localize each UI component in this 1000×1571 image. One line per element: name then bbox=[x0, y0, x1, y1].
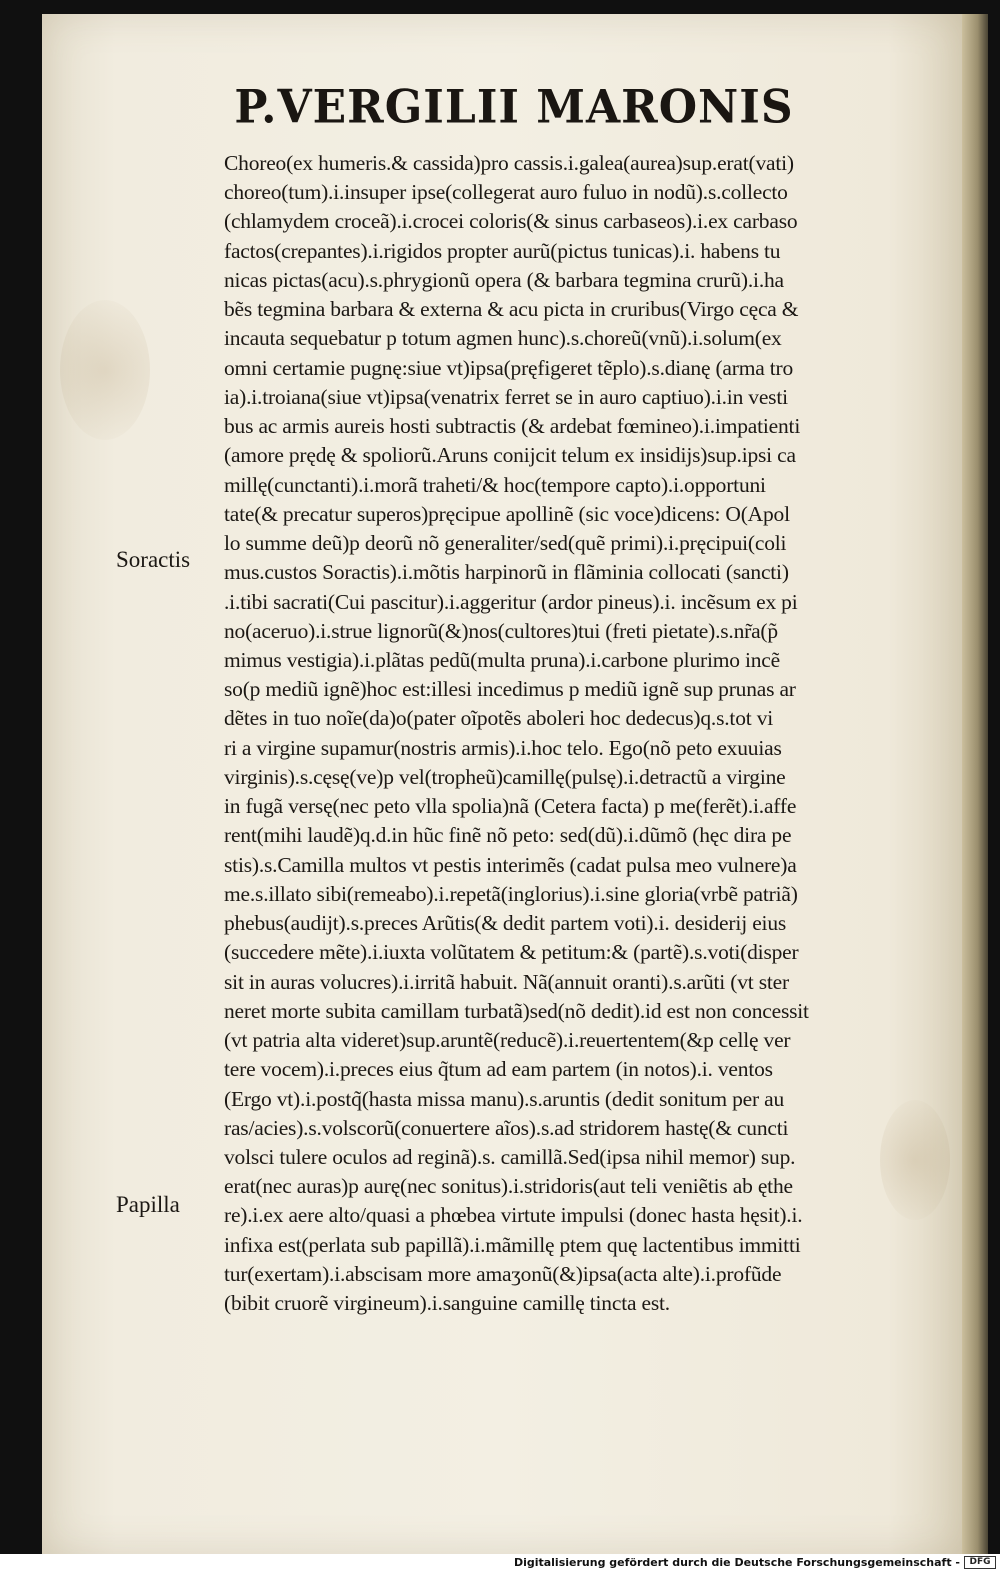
text-line: re).i.ex aere alto/quasi a phœbea virtute impulsi (donec hasta hęsit).i. bbox=[224, 1203, 803, 1228]
text-line: (amore prędę & spoliorũ.Aruns conĳcit telum ex insidĳs)sup.ipsi ca bbox=[224, 443, 796, 468]
text-line: phebus(audĳt).s.preces Arũtis(& dedit partem voti).i. desiderĳ eius bbox=[224, 911, 787, 936]
text-line: bus ac armis aureis hosti subtractis (& ardebat fœmineo).i.impatienti bbox=[224, 414, 801, 439]
text-line: volsci tulere oculos ad reginã).s. camillã.Sed(ipsa nihil memor) sup. bbox=[224, 1144, 796, 1169]
text-line: lo summe deũ)p deorũ nõ generaliter/sed(quẽ primi).i.pręcipui(coli bbox=[224, 531, 787, 556]
margin-note-papilla: Papilla bbox=[116, 1192, 180, 1217]
text-line: (bibit cruorẽ virgineum).i.sanguine camillę tincta est. bbox=[224, 1291, 670, 1316]
funding-notice: Digitalisierung gefördert durch die Deutsche Forschungsgemeinschaft - bbox=[513, 1556, 960, 1569]
text-line: nicas pictas(acu).s.phrygionũ opera (& barbara tegmina crurũ).i.ha bbox=[224, 267, 784, 292]
text-line: rent(mihi laudẽ)q.d.in hũc finẽ nõ peto: sed(dũ).i.dũmõ (hęc dira pe bbox=[224, 823, 792, 848]
text-line: me.s.illato sibi(remeabo).i.repetã(inglorius).i.sine gloria(vrbẽ patriã) bbox=[224, 881, 798, 906]
text-line: millę(cunctanti).i.morã traheti/& hoc(tempore capto).i.opportuni bbox=[224, 472, 766, 497]
text-line: dẽtes in tuo noĩe(da)o(pater oĩpotẽs aboleri hoc dedecus)q.s.tot vi bbox=[224, 706, 774, 731]
paper-stain bbox=[60, 300, 150, 440]
text-line: mus.custos Soractis).i.mõtis harpinorũ in flãminia collocati (sancti) bbox=[224, 560, 789, 585]
text-line: in fugã versę(nec peto vlla spolia)nã (Cetera facta) p me(ferẽt).i.affe bbox=[224, 794, 797, 819]
dfg-logo: DFG bbox=[964, 1556, 996, 1569]
page-title: P.VERGILII MARONIS bbox=[234, 80, 794, 135]
text-line: choreo(tum).i.insuper ipse(collegerat auro fuluo in nodũ).s.collecto bbox=[224, 180, 788, 205]
text-line: so(p mediũ ignẽ)hoc est:illesi incedimus p mediũ ignẽ sup prunas ar bbox=[224, 677, 796, 702]
margin-note-soractis: Soractis bbox=[116, 547, 191, 572]
text-line: infixa est(perlata sub papillã).i.mãmillę ptem quę lactentibus immitti bbox=[224, 1232, 801, 1257]
text-line: ras/acies).s.volscorũ(conuertere aĩos).s.ad stridorem hastę(& cuncti bbox=[224, 1115, 789, 1140]
text-line: (Ergo vt).i.postq̃(hasta missa manu).s.aruntis (dedit sonitum per au bbox=[224, 1086, 785, 1111]
text-line: .i.tibi sacrati(Cui pascitur).i.aggeritur (ardor pineus).i. incẽsum ex pi bbox=[224, 589, 798, 614]
text-line: tate(& precatur superos)pręcipue apollinẽ (sic voce)dicens: O(Apol bbox=[224, 501, 790, 526]
commentary-text bbox=[224, 149, 952, 1318]
text-line: bẽs tegmina barbara & externa & acu picta in cruribus(Virgo cęca & bbox=[224, 297, 799, 322]
text-line: incauta sequebatur p totum agmen hunc).s.choreũ(vnũ).i.solum(ex bbox=[224, 326, 782, 351]
text-line: virginis).s.cęsę(ve)p vel(tropheũ)camillę(pulsę).i.detractũ a virgine bbox=[224, 764, 786, 789]
text-line: ia).i.troiana(siue vt)ipsa(venatrix ferret se in auro captiuo).i.in vesti bbox=[224, 384, 788, 409]
text-line: sit in auras volucres).i.irritã habuit. Nã(annuit oranti).s.arũti (vt ster bbox=[224, 969, 789, 994]
running-header bbox=[0, 82, 1000, 133]
text-line: mimus vestigia).i.plãtas pedũ(multa pruna).i.carbone plurimo incẽ bbox=[224, 647, 780, 672]
page-edge bbox=[962, 14, 988, 1554]
text-line: tur(exertam).i.abscisam more amaʒonũ(&)ipsa(acta alte).i.profũde bbox=[224, 1261, 782, 1286]
text-line: (chlamydem croceã).i.crocei coloris(& sinus carbaseos).i.ex carbaso bbox=[224, 209, 798, 234]
text-line: tere vocem).i.preces eius q̃tum ad eam partem (in notos).i. ventos bbox=[224, 1057, 773, 1082]
text-line: Choreo(ex humeris.& cassida)pro cassis.i.galea(aurea)sup.erat(vati) bbox=[224, 151, 794, 175]
text-line: no(aceruo).i.strue lignorũ(&)nos(cultores)tui (freti pietate).s.nr̃a(p̃ bbox=[224, 618, 778, 643]
text-line: omni certamie pugnę:siue vt)ipsa(pręfigeret tẽplo).s.dianę (arma tro bbox=[224, 355, 794, 380]
text-line: erat(nec auras)p aurę(nec sonitus).i.stridoris(aut teli veniẽtis ab ęthe bbox=[224, 1174, 793, 1199]
text-line: (vt patria alta videret)sup.aruntẽ(reducẽ).i.reuertentem(&p cellę ver bbox=[224, 1028, 791, 1053]
text-line: neret morte subita camillam turbatã)sed(nõ dedit).id est non concessit bbox=[224, 998, 809, 1023]
text-line: (succedere mẽte).i.iuxta volũtatem & petitum:& (partẽ).s.voti(disper bbox=[224, 940, 799, 965]
text-line: ri a virgine supamur(nostris armis).i.hoc telo. Ego(nõ peto exuuias bbox=[224, 735, 782, 760]
text-line: stis).s.Camilla multos vt pestis interimẽs (cadat pulsa meo vulnere)a bbox=[224, 852, 797, 877]
text-line: factos(crepantes).i.rigidos propter aurũ(pictus tunicas).i. habens tu bbox=[224, 238, 781, 263]
